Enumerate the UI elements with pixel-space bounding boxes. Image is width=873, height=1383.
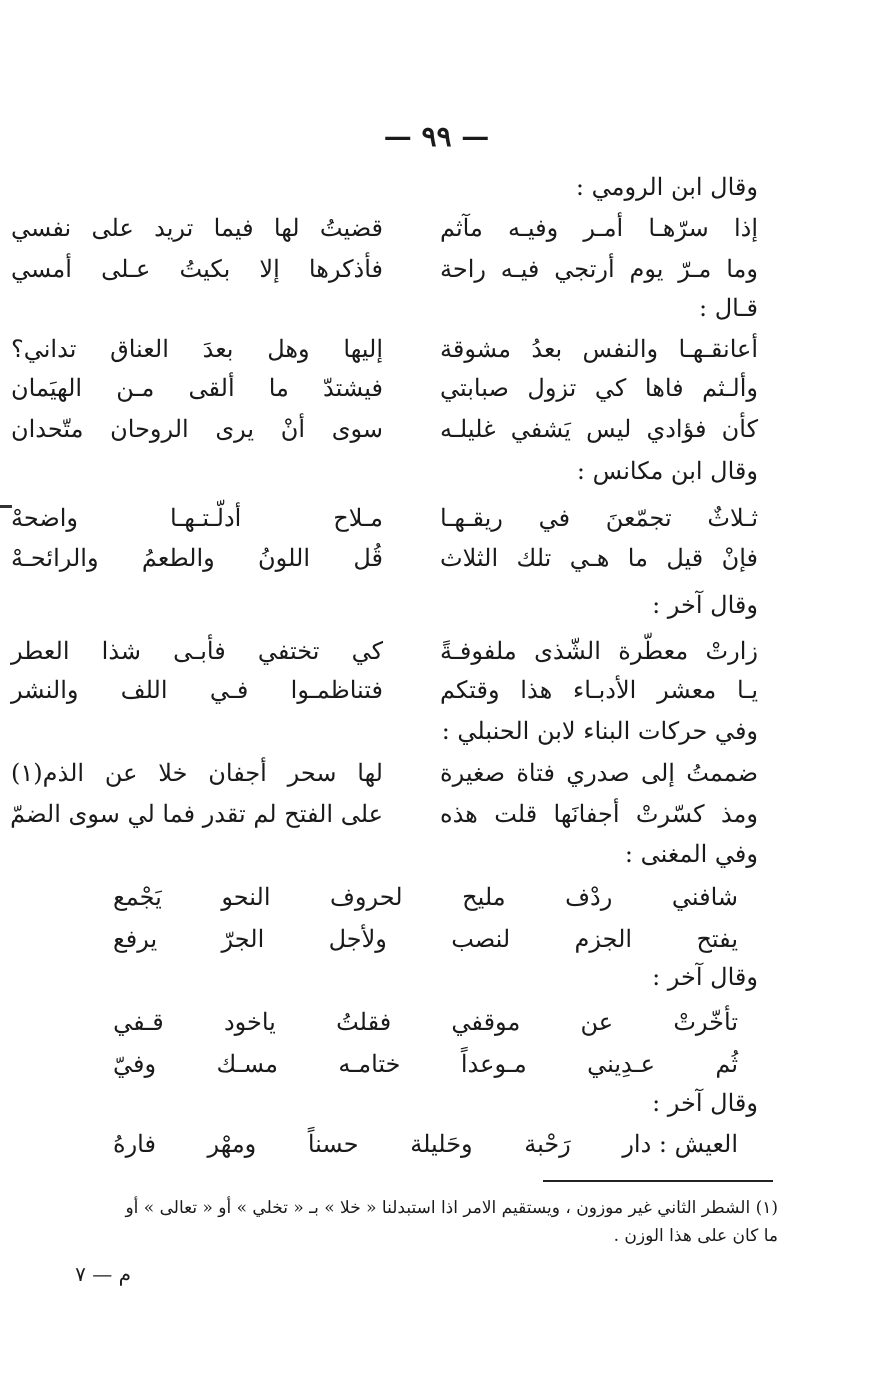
word: عن [580,1008,614,1036]
word-row [113,1005,738,1039]
word-row [113,922,738,956]
verse-second-hemistich: مـلاح أدلّـتـهـا واضحهْ [11,504,383,532]
verse-second-hemistich: لها سحر أجفان خلا عن الذم(١) [11,759,383,787]
footnote-text-continued: ما كان على هذا الوزن . [613,1226,778,1246]
verse-second-hemistich: كي تختفي فأبـى شذا العطر [11,637,383,665]
word: ياخود [223,1008,276,1036]
word: وحَليلة [410,1130,473,1158]
word: قـفي [113,1008,164,1036]
word: مليح [462,883,506,911]
section-intro: وفي حركات البناء لابن الحنبلي : [441,717,758,745]
word: ثُم [715,1050,738,1078]
verse-second-hemistich: فيشتدّ ما ألقى مـن الهيَمان [11,374,383,402]
word: تأخّرتْ [673,1008,738,1036]
verse-second-hemistich: قُل اللونُ والطعمُ والرائحـهْ [11,544,383,572]
word: الجزم [574,925,633,953]
word: مـوعداً [460,1050,527,1078]
word: ومهْر [207,1130,257,1158]
word: عـدِيني [587,1050,655,1078]
verse-second-hemistich: سوى أنْ يرى الروحان متّحدان [11,415,383,443]
word: ردْف [565,883,613,911]
verse-second-hemistich: على الفتح لم تقدر فما لي سوى الضمّ [10,800,383,828]
page-number: — ٩٩ — [383,120,490,153]
section-intro: وقال آخر : [652,1089,758,1117]
word: فارهُ [113,1130,156,1158]
footnote-text: (١) الشطر الثاني غير موزون ، ويستقيم الامر اذا استبدلنا « خلا » بـ « تخلي » أو « تعالى » أو [125,1198,778,1218]
word: يَجْمع [113,883,162,911]
word-row [113,880,738,914]
verse-first-hemistich: كأن فؤادي ليس يَشفي غليلـه [440,415,758,443]
section-intro: وقال ابن مكانس : [576,457,758,485]
word: وفيّ [113,1050,157,1078]
word: يرفع [113,925,158,953]
verse-second-hemistich: فأذكرها إلا بكيتُ عـلى أمسي [11,255,383,283]
verse-second-hemistich: إليها وهل بعدَ العناق تداني؟ [11,335,383,363]
word: موقفي [451,1008,521,1036]
word: فقلتُ [336,1008,392,1036]
verse-first-hemistich: يـا معشر الأدبـاء هذا وقتكم [440,676,758,704]
footnote-divider [543,1180,773,1182]
word: النحو [221,883,271,911]
verse-second-hemistich: قضيتُ لها فيما تريد على نفسي [11,214,383,242]
verse-first-hemistich: وما مـرّ يوم أرتجي فيـه راحة [440,255,758,283]
word: رَحْبة [524,1130,571,1158]
verse-first-hemistich: ومذ كسّرتْ أجفانَها قلت هذه [440,800,758,828]
section-intro: قـال : [699,294,758,322]
section-intro: وقال آخر : [652,591,758,619]
word-row [113,1127,738,1161]
verse-second-hemistich: فتناظمـوا فـي اللف والنشر [11,676,383,704]
word: شافني [671,883,738,911]
verse-first-hemistich: فإنْ قيل ما هـي تلك الثلاث [440,544,758,572]
verse-first-hemistich: ضممتُ إلى صدري فتاة صغيرة [440,759,758,787]
signature-mark: م — ٧ [75,1262,131,1286]
verse-first-hemistich: أعانقـهـا والنفس بعدُ مشوقة [440,335,758,363]
word: يفتح [696,925,738,953]
word: ختامـه [338,1050,401,1078]
word-row [113,1047,738,1081]
word: لنصب [451,925,511,953]
section-intro: وقال ابن الرومي : [575,173,758,201]
verse-first-hemistich: إذا سرّهـا أمـر وفيـه مآثم [440,214,758,242]
verse-first-hemistich: ثـلاثٌ تجمّعنَ في ريقـهـا [440,504,758,532]
verse-first-hemistich: زارتْ معطّرة الشّذى ملفوفـةً [440,637,758,665]
word: ولأجل [328,925,387,953]
word: الجرّ [221,925,265,953]
word: لحروف [330,883,403,911]
word: العيش : دار [622,1130,738,1158]
verse-first-hemistich: وألـثم فاها كي تزول صبابتي [440,374,758,402]
word: حسناً [307,1130,359,1158]
word: مسـك [216,1050,278,1078]
section-intro: وفي المغنى : [624,840,758,868]
section-intro: وقال آخر : [652,963,758,991]
